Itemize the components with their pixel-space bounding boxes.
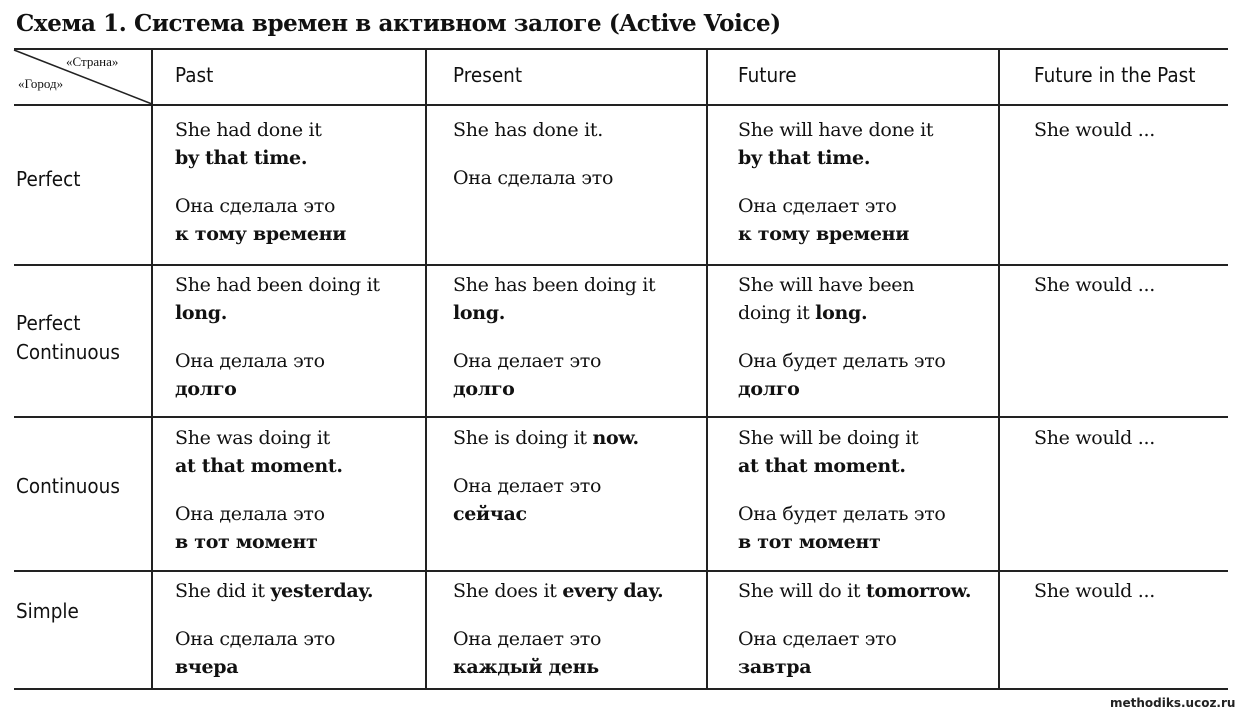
bold-text: к тому времени — [738, 223, 910, 245]
rows.0.cells.2.ru-line — [738, 220, 933, 248]
russian-translation — [175, 192, 346, 248]
text: Она делает это — [453, 475, 602, 497]
text: Она будет делать это — [738, 503, 946, 525]
table-cell — [1034, 577, 1155, 605]
english-example — [175, 424, 343, 480]
english-example — [453, 577, 663, 605]
row-header-line: Continuous — [16, 474, 120, 498]
text: She is doing it — [453, 427, 593, 449]
bold-text: вчера — [175, 656, 239, 678]
rows.1.cells.0.en-line — [175, 299, 380, 327]
row-header-line: Simple — [16, 599, 79, 623]
english-example — [738, 577, 971, 605]
bold-text: завтра — [738, 656, 812, 678]
table-cell — [738, 577, 971, 681]
russian-translation — [453, 472, 639, 528]
page-title: Схема 1. Система времен в активном залоге (Active Voice) — [16, 10, 781, 37]
row-header — [16, 472, 120, 501]
rows.1.cells.0.ru-line — [175, 347, 380, 375]
rows.1.cells.2.en-line — [738, 299, 946, 327]
row-divider — [14, 570, 1228, 572]
text: Она сделала это — [175, 628, 336, 650]
column-divider — [998, 49, 1000, 689]
table-cell — [738, 271, 946, 403]
row-divider — [14, 264, 1228, 266]
text: Она сделала это — [453, 167, 614, 189]
rows.2.cells.0.ru-line — [175, 528, 343, 556]
row-header-line: Continuous — [16, 340, 120, 364]
column-header-future-in-the-past: Future in the Past — [1034, 63, 1196, 87]
bold-text: каждый день — [453, 656, 599, 678]
russian-translation — [453, 347, 655, 403]
table-cell — [738, 116, 933, 248]
text: She would ... — [1034, 427, 1155, 449]
english-example — [453, 116, 613, 144]
text: She would ... — [1034, 580, 1155, 602]
bold-text: долго — [738, 378, 800, 400]
row-header — [16, 165, 80, 194]
rows.1.cells.1.en-line — [453, 271, 655, 299]
english-example — [453, 271, 655, 327]
rows.0.cells.0.ru-line — [175, 192, 346, 220]
rows.3.cells.2.ru-line — [738, 625, 971, 653]
text: Она делает это — [453, 350, 602, 372]
rows.2.cells.3.en-line — [1034, 424, 1155, 452]
bold-text: by that time. — [738, 147, 871, 169]
table-cell — [453, 116, 613, 192]
text: Она сделала это — [175, 195, 336, 217]
english-example — [1034, 577, 1155, 605]
rows.2.cells.2.ru-line — [738, 528, 946, 556]
english-example — [1034, 424, 1155, 452]
english-example — [738, 116, 933, 172]
english-example — [175, 577, 373, 605]
russian-translation — [175, 625, 373, 681]
text: She would ... — [1034, 274, 1155, 296]
corner-label-city: «Город» — [18, 76, 64, 91]
russian-translation — [738, 192, 933, 248]
bold-text: долго — [453, 378, 515, 400]
text: She had done it — [175, 119, 322, 141]
column-header-future: Future — [738, 63, 797, 87]
rows.3.cells.1.ru-line — [453, 653, 663, 681]
russian-translation — [738, 500, 946, 556]
english-example — [175, 116, 346, 172]
bold-text: every day. — [562, 580, 664, 602]
rows.2.cells.2.ru-line — [738, 500, 946, 528]
rows.2.cells.1.ru-line — [453, 472, 639, 500]
rows.3.cells.1.ru-line — [453, 625, 663, 653]
russian-translation — [175, 347, 380, 403]
bold-text: long. — [815, 302, 868, 324]
table-cell — [453, 271, 655, 403]
english-example — [175, 271, 380, 327]
rows.1.cells.3.en-line — [1034, 271, 1155, 299]
bold-text: by that time. — [175, 147, 308, 169]
table-cell — [175, 577, 373, 681]
row-header — [16, 597, 79, 626]
text: She would ... — [1034, 119, 1155, 141]
table-cell — [738, 424, 946, 556]
text: She will have been — [738, 274, 915, 296]
table-cell — [1034, 424, 1155, 452]
rows.2.cells.1.en-line — [453, 424, 639, 452]
bold-text: at that moment. — [175, 455, 343, 477]
rows.1.cells.0.ru-line — [175, 375, 380, 403]
rows.1.cells.2.ru-line — [738, 375, 946, 403]
english-example — [453, 424, 639, 452]
english-example — [1034, 116, 1155, 144]
bold-text: в тот момент — [175, 531, 318, 553]
rows.2.cells.2.en-line — [738, 452, 946, 480]
rows.1.cells.2.ru-line — [738, 347, 946, 375]
bold-text: к тому времени — [175, 223, 347, 245]
text: She had been doing it — [175, 274, 380, 296]
rows.3.cells.3.en-line — [1034, 577, 1155, 605]
table-cell — [1034, 116, 1155, 144]
rows.2.cells.0.en-line — [175, 452, 343, 480]
bold-text: tomorrow. — [865, 580, 972, 602]
table-cell — [175, 116, 346, 248]
bold-text: now. — [592, 427, 639, 449]
rows.1.cells.0.en-line — [175, 271, 380, 299]
russian-translation — [453, 625, 663, 681]
text: She does it — [453, 580, 563, 602]
russian-translation — [738, 625, 971, 681]
rows.3.cells.2.ru-line — [738, 653, 971, 681]
table-cell — [453, 424, 639, 528]
bold-text: yesterday. — [270, 580, 374, 602]
text: She was doing it — [175, 427, 330, 449]
table-top-border — [14, 48, 1228, 50]
rows.3.cells.0.en-line — [175, 577, 373, 605]
text: She did it — [175, 580, 271, 602]
english-example — [1034, 271, 1155, 299]
table-cell — [175, 424, 343, 556]
rows.0.cells.0.en-line — [175, 116, 346, 144]
rows.0.cells.1.ru-line — [453, 164, 613, 192]
english-example — [738, 271, 946, 327]
table-cell — [1034, 271, 1155, 299]
rows.3.cells.2.en-line — [738, 577, 971, 605]
row-header-line: Perfect — [16, 167, 81, 191]
russian-translation — [175, 500, 343, 556]
column-divider — [425, 49, 427, 689]
rows.1.cells.1.ru-line — [453, 347, 655, 375]
text: Она сделает это — [738, 195, 897, 217]
bold-text: сейчас — [453, 503, 527, 525]
row-header — [16, 309, 120, 367]
text: She will have done it — [738, 119, 934, 141]
text: Она будет делать это — [738, 350, 946, 372]
bold-text: долго — [175, 378, 237, 400]
rows.3.cells.1.en-line — [453, 577, 663, 605]
rows.1.cells.1.en-line — [453, 299, 655, 327]
rows.3.cells.0.ru-line — [175, 625, 373, 653]
text: Она сделает это — [738, 628, 897, 650]
text: Она делала это — [175, 503, 325, 525]
corner-label-country: «Страна» — [66, 54, 119, 69]
text: She has done it. — [453, 119, 603, 141]
text: She will do it — [738, 580, 866, 602]
rows.0.cells.2.en-line — [738, 144, 933, 172]
rows.2.cells.0.en-line — [175, 424, 343, 452]
header-divider — [14, 104, 1228, 106]
table-cell — [453, 577, 663, 681]
russian-translation — [453, 164, 613, 192]
bold-text: long. — [453, 302, 506, 324]
english-example — [738, 424, 946, 480]
text: Она делает это — [453, 628, 602, 650]
text: She has been doing it — [453, 274, 656, 296]
watermark: methodiks.ucoz.ru — [1110, 696, 1236, 710]
table-bottom-border — [14, 688, 1228, 690]
rows.2.cells.2.en-line — [738, 424, 946, 452]
column-header-past: Past — [175, 63, 214, 87]
bold-text: long. — [175, 302, 228, 324]
rows.0.cells.3.en-line — [1034, 116, 1155, 144]
russian-translation — [738, 347, 946, 403]
column-divider — [151, 49, 153, 689]
rows.0.cells.0.en-line — [175, 144, 346, 172]
bold-text: в тот момент — [738, 531, 881, 553]
rows.3.cells.0.ru-line — [175, 653, 373, 681]
rows.0.cells.2.ru-line — [738, 192, 933, 220]
table-cell — [175, 271, 380, 403]
row-divider — [14, 416, 1228, 418]
rows.0.cells.2.en-line — [738, 116, 933, 144]
row-header-line: Perfect — [16, 311, 81, 335]
text: doing it — [738, 302, 816, 324]
rows.0.cells.1.en-line — [453, 116, 613, 144]
column-header-present: Present — [453, 63, 523, 87]
rows.1.cells.2.en-line — [738, 271, 946, 299]
rows.2.cells.0.ru-line — [175, 500, 343, 528]
text: She will be doing it — [738, 427, 919, 449]
column-divider — [706, 49, 708, 689]
bold-text: at that moment. — [738, 455, 906, 477]
rows.2.cells.1.ru-line — [453, 500, 639, 528]
text: Она делала это — [175, 350, 325, 372]
rows.1.cells.1.ru-line — [453, 375, 655, 403]
rows.0.cells.0.ru-line — [175, 220, 346, 248]
